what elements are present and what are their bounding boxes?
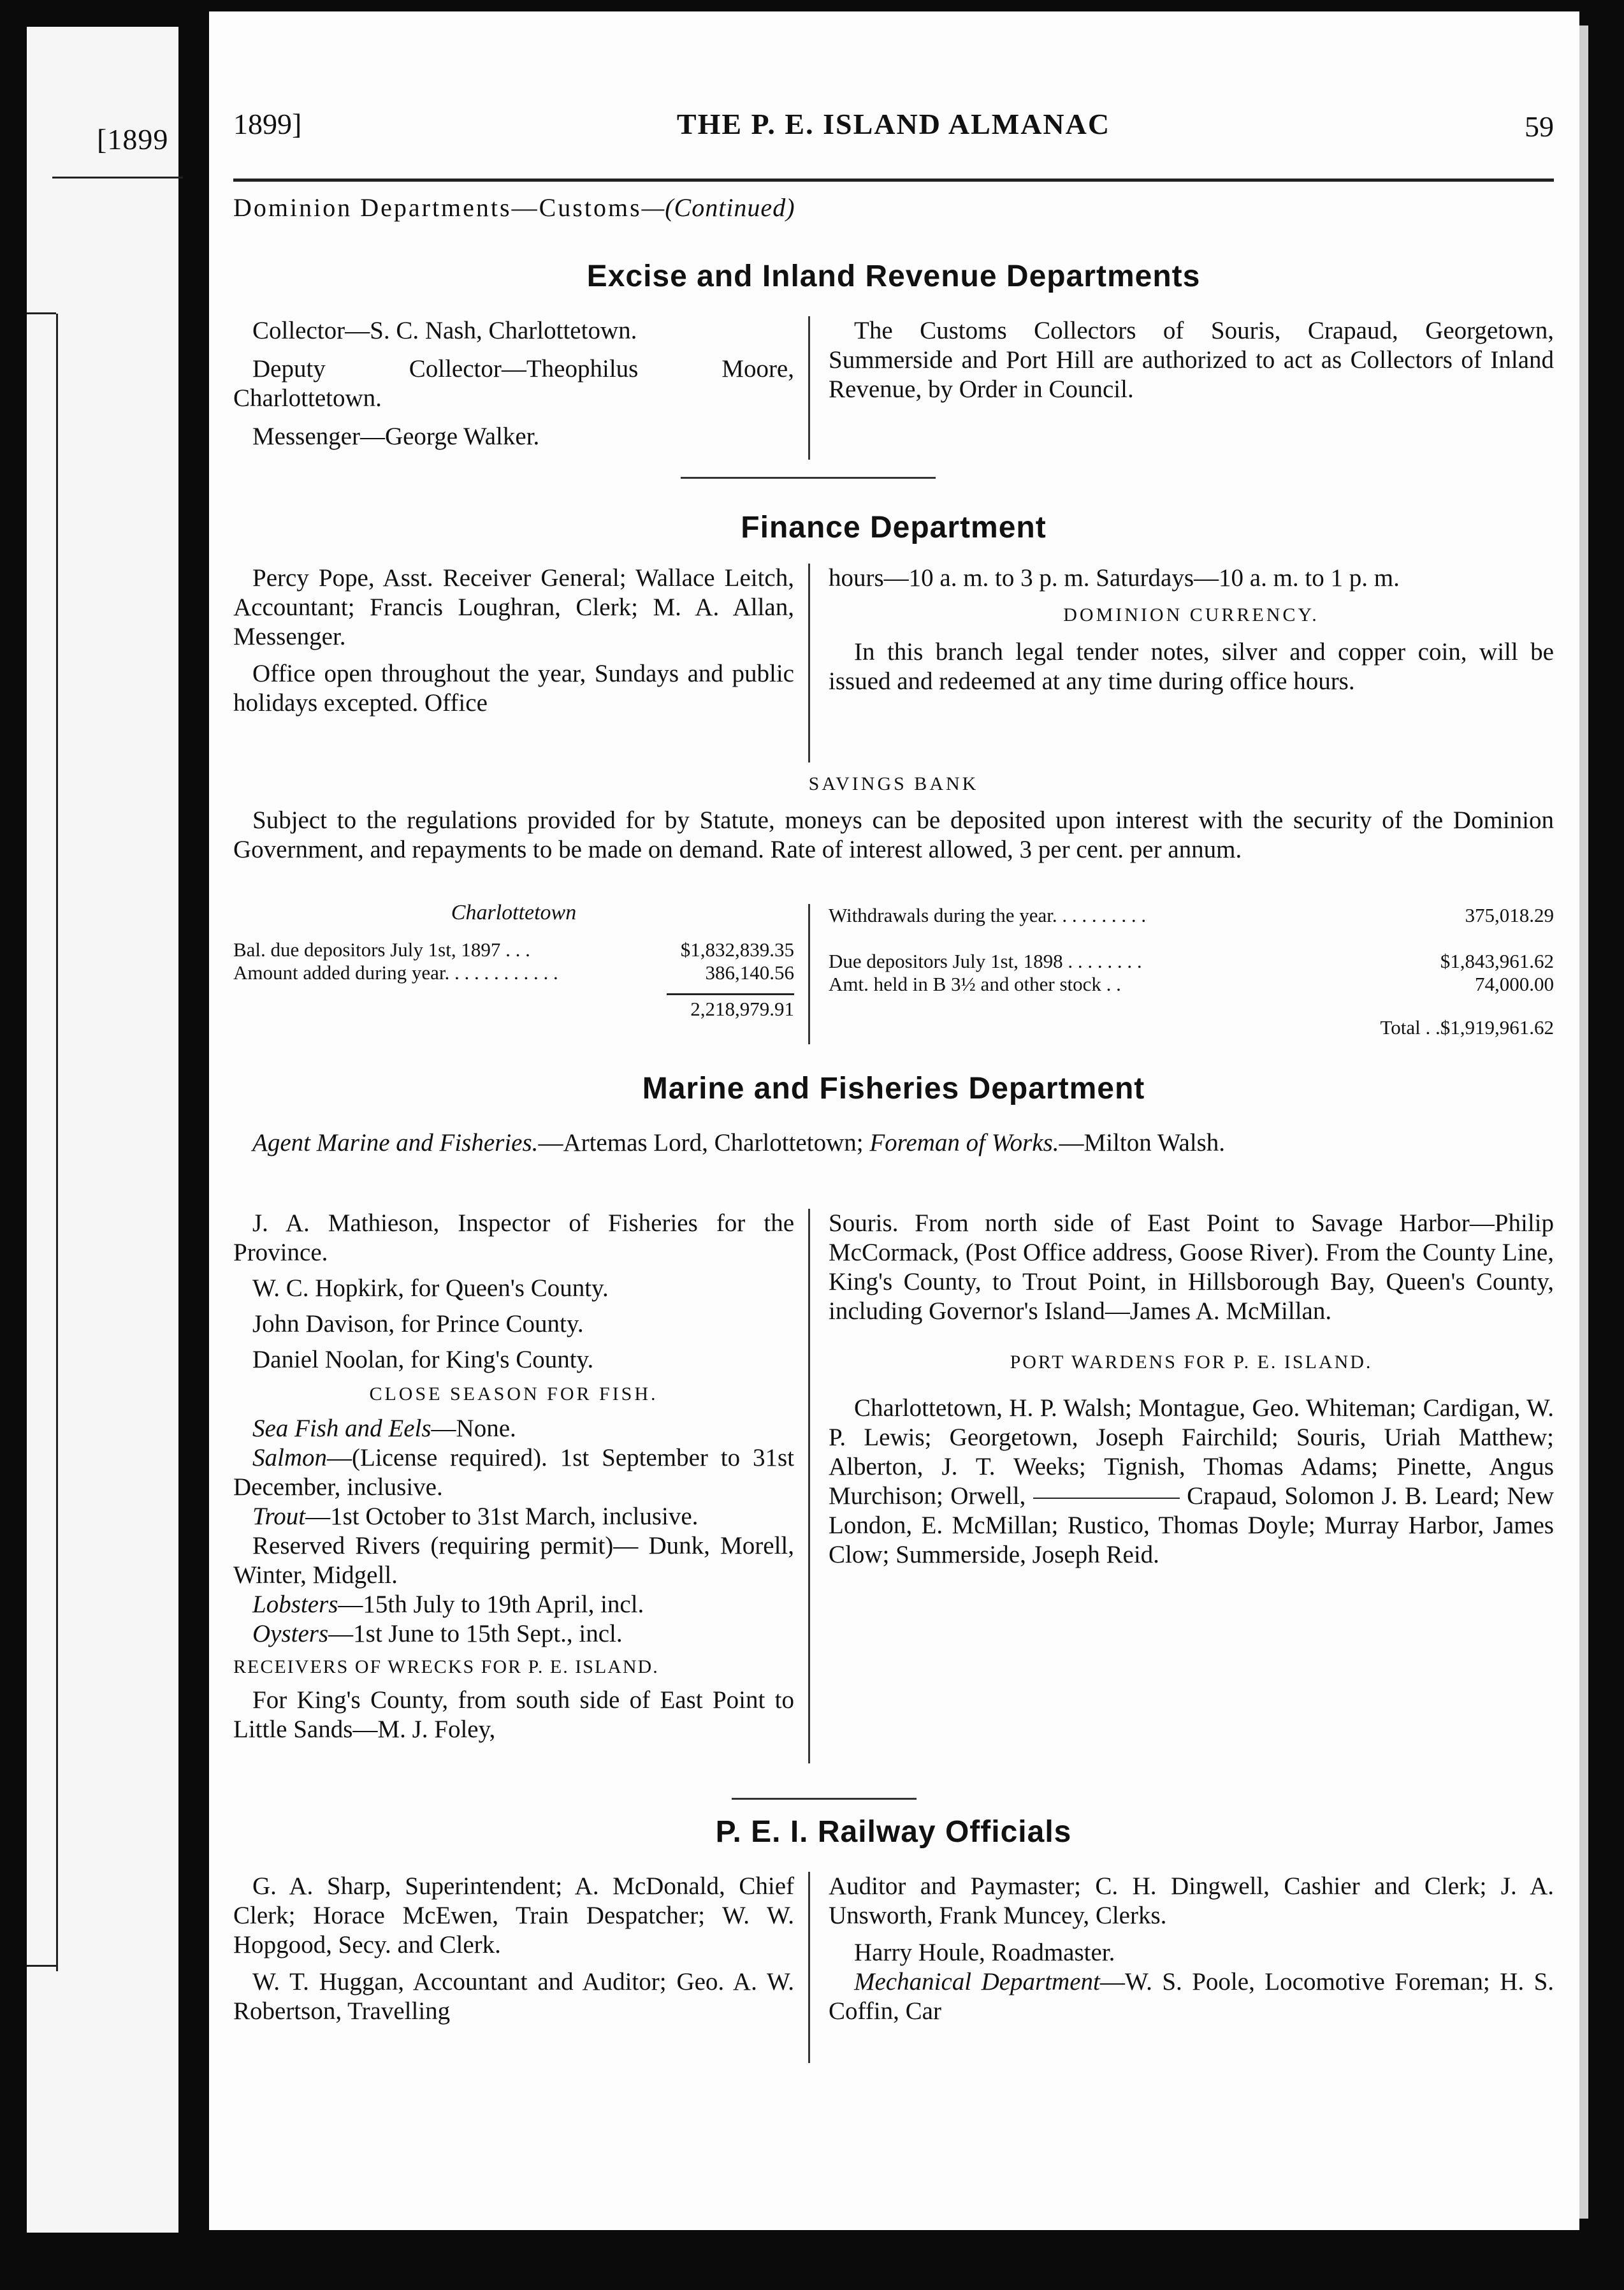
savings-left-total: 2,218,979.91 bbox=[690, 998, 794, 1020]
trout-text: —1st October to 31st March, inclusive. bbox=[305, 1503, 699, 1530]
salmon-text: —(License required). 1st September to 31st December, inclusive. bbox=[233, 1444, 794, 1501]
continued-prefix: Dominion Departments—Customs bbox=[233, 193, 642, 222]
wrecks-text: For King's County, from south side of East Point to Little Sands—M. J. Foley, bbox=[233, 1686, 794, 1743]
marine-agent-block bbox=[233, 1128, 1554, 1158]
savings-left-row-value: 386,140.56 bbox=[705, 961, 794, 984]
header-rule bbox=[233, 179, 1554, 182]
salmon-line bbox=[233, 1443, 794, 1502]
facing-page-rule-upper bbox=[27, 312, 56, 314]
savings-left-row bbox=[233, 961, 794, 984]
facing-page-year: [1899 bbox=[97, 123, 169, 156]
section-divider bbox=[732, 1798, 917, 1800]
facing-page-rule bbox=[52, 177, 183, 179]
continued-suffix: —(Continued) bbox=[641, 193, 795, 222]
savings-bank-text-block bbox=[233, 806, 1554, 864]
savings-right-total: $1,919,961.62 bbox=[1440, 1016, 1554, 1039]
foreman-text: —Milton Walsh. bbox=[1059, 1129, 1226, 1156]
savings-right-row-value: 74,000.00 bbox=[1475, 973, 1554, 995]
excise-messenger: Messenger—George Walker. bbox=[252, 423, 540, 450]
railway-left-column bbox=[233, 1872, 794, 2026]
excise-left-column bbox=[233, 316, 794, 451]
savings-bank-text: Subject to the regulations provided for by Statute, moneys can be deposited upon interest with the security of the Dominion Government, and repayments to be made on demand. Rate of interest allowed, 3 per cent. per annum. bbox=[233, 806, 1554, 863]
port-wardens-text bbox=[829, 1394, 1554, 1570]
railway-left-2: W. T. Huggan, Accountant and Auditor; Geo. A. W. Robertson, Travelling bbox=[233, 1968, 794, 2025]
facing-page-margin-bar bbox=[27, 314, 58, 1971]
seafish-label: Sea Fish and Eels bbox=[252, 1415, 431, 1442]
savings-right-row-label: Amt. held in B 3½ and other stock . . bbox=[829, 973, 1121, 995]
excise-deputy: Deputy Collector—Theophilus Moore, Charlottetown. bbox=[233, 355, 794, 412]
savings-left-row-value: $1,832,839.35 bbox=[680, 938, 794, 961]
port-wardens-heading: PORT WARDENS FOR P. E. ISLAND. bbox=[1010, 1352, 1373, 1373]
marine-heading: Marine and Fisheries Department bbox=[642, 1072, 1145, 1105]
savings-right-row-label: Due depositors July 1st, 1898 . . . . . . . . bbox=[829, 950, 1142, 972]
savings-right-row-value: $1,843,961.62 bbox=[1440, 950, 1554, 972]
running-header bbox=[233, 107, 1554, 145]
savings-right-row-label: Withdrawals during the year. . . . . . . . . . bbox=[829, 904, 1147, 926]
savings-place: Charlottetown bbox=[451, 901, 577, 924]
foreman-label: Foreman of Works. bbox=[869, 1129, 1059, 1156]
port-wardens-part-1: Charlottetown, H. P. Walsh; Montague, Geo. Whiteman; Cardigan, W. P. Lewis; Georgetown, Joseph Fairchild; Souris, Uriah Matthew; Alberton, J. T. Weeks; Tignish, Thomas Adams; Pinette, Angus Murchison; Orwell, bbox=[829, 1394, 1554, 1510]
blank-rule bbox=[1033, 1498, 1180, 1499]
reserved-rivers: Reserved Rivers (requiring permit)— Dunk, Morell, Winter, Midgell. bbox=[233, 1532, 794, 1589]
oysters-text: —1st June to 15th Sept., incl. bbox=[328, 1620, 623, 1647]
header-title: THE P. E. ISLAND ALMANAC bbox=[676, 108, 1111, 140]
finance-heading: Finance Department bbox=[741, 511, 1047, 544]
marine-agent-line bbox=[233, 1128, 1554, 1158]
marine-divider bbox=[808, 1209, 810, 1763]
railway-left-1: G. A. Sharp, Superintendent; A. McDonald, Chief Clerk; Horace McEwen, Train Despatcher; W. W. Hopgood, Secy. and Clerk. bbox=[233, 1872, 794, 1958]
railway-right-1: Auditor and Paymaster; C. H. Dingwell, Cashier and Clerk; J. A. Unsworth, Frank Muncey, Clerks. bbox=[829, 1872, 1554, 1929]
excise-right-column bbox=[829, 316, 1554, 404]
finance-hours: hours—10 a. m. to 3 p. m. Saturdays—10 a. m. to 1 p. m. bbox=[829, 564, 1400, 592]
seafish-text: —None. bbox=[431, 1415, 516, 1442]
railway-divider bbox=[808, 1872, 810, 2063]
savings-right-row bbox=[829, 904, 1554, 927]
savings-divider bbox=[808, 904, 810, 1044]
savings-right-total-row bbox=[829, 1016, 1554, 1039]
dominion-currency-heading: DOMINION CURRENCY. bbox=[1063, 604, 1319, 625]
agent-label: Agent Marine and Fisheries. bbox=[252, 1129, 539, 1156]
inspector-line: J. A. Mathieson, Inspector of Fisheries for the Province. bbox=[233, 1209, 794, 1266]
close-season-heading: CLOSE SEASON FOR FISH. bbox=[369, 1383, 658, 1404]
finance-divider bbox=[808, 564, 810, 762]
finance-right-column bbox=[829, 564, 1554, 696]
savings-right-row bbox=[829, 973, 1554, 996]
section-divider bbox=[681, 477, 936, 479]
mechanical-text: —W. S. Poole, Locomotive Foreman; H. S. Coffin, Car bbox=[829, 1968, 1555, 2025]
lobsters-text: —15th July to 19th April, incl. bbox=[338, 1591, 644, 1618]
savings-left-row bbox=[233, 938, 794, 961]
salmon-label: Salmon bbox=[252, 1444, 327, 1471]
savings-bank-heading: SAVINGS BANK bbox=[808, 773, 979, 794]
almanac-page bbox=[209, 11, 1579, 2230]
oysters-line bbox=[233, 1619, 794, 1649]
excise-divider bbox=[808, 316, 810, 460]
excise-collector: Collector—S. C. Nash, Charlottetown. bbox=[252, 317, 637, 344]
savings-right-row-value: 375,018.29 bbox=[1465, 904, 1554, 926]
excise-note: The Customs Collectors of Souris, Crapaud, Georgetown, Summerside and Port Hill are authorized to act as Collectors of Inland Revenue, by Order in Council. bbox=[829, 317, 1554, 403]
wrecks-heading: RECEIVERS OF WRECKS FOR P. E. ISLAND. bbox=[233, 1656, 659, 1677]
marine-left-column bbox=[233, 1209, 794, 1744]
header-year: 1899] bbox=[233, 108, 302, 140]
page-edge-shadow bbox=[1579, 26, 1588, 2219]
page-number: 59 bbox=[1525, 110, 1554, 143]
wrecks-continued: Souris. From north side of East Point to Savage Harbor—Philip McCormack, (Post Office address, Goose River). From the County Line, King's County, to Trout Point, in Hillsborough Bay, Queen's County, including Governor's Island—James A. McMillan. bbox=[829, 1209, 1554, 1325]
savings-left-figures bbox=[233, 901, 794, 1021]
excise-heading: Excise and Inland Revenue Departments bbox=[586, 259, 1201, 293]
dominion-currency-text: In this branch legal tender notes, silver and copper coin, will be issued and redeemed at any time during office hours. bbox=[829, 638, 1554, 695]
finance-staff: Percy Pope, Asst. Receiver General; Wallace Leitch, Accountant; Francis Loughran, Clerk; M. A. Allan, Messenger. bbox=[233, 564, 794, 650]
finance-office: Office open throughout the year, Sundays and public holidays excepted. Office bbox=[233, 660, 794, 717]
railway-right-column bbox=[829, 1872, 1554, 2026]
continued-line bbox=[233, 193, 795, 222]
inspector-line: John Davison, for Prince County. bbox=[252, 1310, 584, 1338]
port-wardens-part-2: Crapaud, Solomon J. B. Leard; New London, E. McMillan; Rustico, Thomas Doyle; Murray Harbor, James Clow; Summerside, Joseph Reid. bbox=[829, 1482, 1555, 1568]
facing-page-rule-lower bbox=[27, 1965, 56, 1967]
trout-line bbox=[233, 1502, 794, 1531]
mechanical-label: Mechanical Department bbox=[854, 1968, 1100, 1995]
railway-right-2: Harry Houle, Roadmaster. bbox=[854, 1939, 1115, 1966]
inspector-line: W. C. Hopkirk, for Queen's County. bbox=[252, 1274, 609, 1302]
lobsters-label: Lobsters bbox=[252, 1591, 338, 1618]
agent-text: —Artemas Lord, Charlottetown; bbox=[538, 1129, 864, 1156]
savings-left-row-label: Amount added during year. . . . . . . . . . . . bbox=[233, 961, 558, 984]
savings-right-row bbox=[829, 950, 1554, 973]
savings-right-total-label: Total . . bbox=[1380, 1016, 1440, 1039]
mechanical-line bbox=[829, 1967, 1554, 2026]
sum-rule bbox=[667, 993, 794, 995]
seafish-line bbox=[233, 1414, 794, 1443]
railway-heading: P. E. I. Railway Officials bbox=[715, 1815, 1072, 1849]
savings-left-row-label: Bal. due depositors July 1st, 1897 . . . bbox=[233, 938, 530, 961]
trout-label: Trout bbox=[252, 1503, 306, 1530]
marine-right-column bbox=[829, 1209, 1554, 1570]
lobsters-line bbox=[233, 1590, 794, 1619]
savings-right-figures bbox=[829, 904, 1554, 1039]
facing-page-edge bbox=[27, 27, 178, 2233]
oysters-label: Oysters bbox=[252, 1620, 329, 1647]
finance-left-column bbox=[233, 564, 794, 718]
inspector-line: Daniel Noolan, for King's County. bbox=[252, 1346, 594, 1373]
